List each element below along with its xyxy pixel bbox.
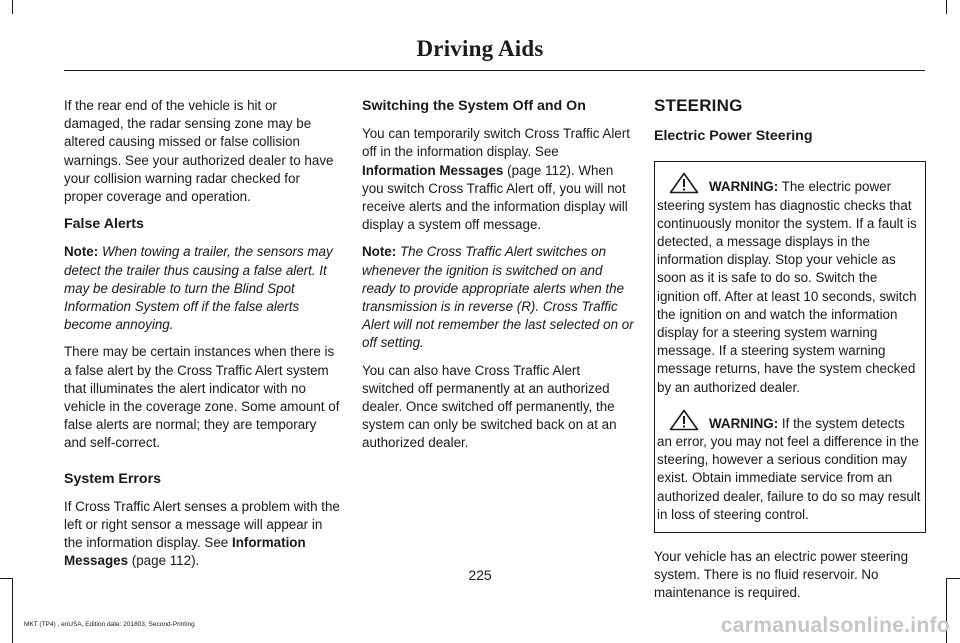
paragraph: You can also have Cross Traffic Alert switched off permanently at an authorized dealer. Once switched off permanently, the system can only be switched back on at an authorized dealer. (362, 362, 617, 451)
header-divider (64, 70, 925, 71)
section-heading-switching: Switching the System Off and On (362, 98, 586, 114)
column-middle (362, 97, 634, 462)
warning-triangle-icon (669, 172, 699, 194)
footer-edition-info: MKT (TP4) , enUSA, Edition date: 201803, Second-Printing (24, 621, 195, 628)
page-title: Driving Aids (416, 36, 544, 61)
warning-item (657, 409, 923, 524)
warning-triangle-icon (669, 409, 699, 431)
information-messages-link[interactable]: Information Messages (64, 535, 306, 569)
note (362, 243, 634, 352)
note-text: When towing a trailer, the sensors may detect the trailer thus causing a false alert. It may be desirable to turn the Blind Spot Information System off if the false alerts become annoying. (64, 244, 333, 333)
note (64, 243, 340, 334)
paragraph: There may be certain instances when there is a false alert by the Cross Traffic Alert system that illuminates the alert indicator with no vehicle in the coverage zone. Some amount of false alerts are normal; they are temporary and self-correct. (64, 344, 340, 451)
crop-mark (12, 0, 13, 14)
section-heading-eps: Electric Power Steering (654, 128, 813, 145)
warning-text: If the system detects an error, you may not feel a difference in the steering, however a serious condition may exist. Obtain immediate service from an authorized dealer, failure to do so may result in loss of steering control. (657, 415, 921, 522)
note-label: Note: (64, 244, 99, 260)
warning-label: WARNING: (709, 415, 779, 431)
crop-mark (946, 0, 947, 14)
section-heading-system-errors: System Errors (64, 470, 161, 487)
section-heading-steering: STEERING (654, 96, 743, 115)
page-number: 225 (468, 567, 492, 583)
note-label: Note: (362, 244, 397, 260)
paragraph: If Cross Traffic Alert senses a problem with the left or right sensor a message will appear in the information display. See Information Messages (page 112). (64, 498, 340, 569)
watermark: carmanualsonline.info (720, 614, 950, 637)
crop-mark (12, 578, 13, 643)
paragraph: If the rear end of the vehicle is hit or damaged, the radar sensing zone may be altered causing missed or false collision warnings. See your authorized dealer to have your collision warning radar checked for proper coverage and operation. (64, 98, 334, 205)
information-messages-link[interactable]: Information Messages (362, 162, 504, 178)
warning-box (654, 161, 926, 533)
paragraph: Your vehicle has an electric power steering system. There is no fluid reservoir. No maintenance is required. (654, 549, 909, 601)
section-heading-false-alerts: False Alerts (64, 216, 144, 233)
warning-label: WARNING: (709, 179, 779, 195)
column-right (654, 97, 926, 612)
warning-item (657, 172, 923, 396)
warning-text: The electric power steering system has diagnostic checks that continuously monitor the system. If a fault is detected, a message displays in the information display. Stop your vehicle as soon as it is safe to do so. Switch the ignition off. After at least 10 seconds, switch the ignition on and watch the information display for a steering system warning message. If a steering system warning message returns, have the system checked by an authorized dealer. (657, 179, 917, 395)
paragraph: You can temporarily switch Cross Traffic Alert off in the information display. See Information Messages (page 112). When you switch Cross Traffic Alert off, you will not receive alerts and the information display will display a system off message. (362, 126, 630, 233)
note-text: The Cross Traffic Alert switches on whenever the ignition is switched on and ready to provide appropriate alerts when the transmission is in reverse (R). Cross Traffic Alert will not remember the last selected on or off setting. (362, 244, 634, 351)
column-left (64, 97, 340, 580)
